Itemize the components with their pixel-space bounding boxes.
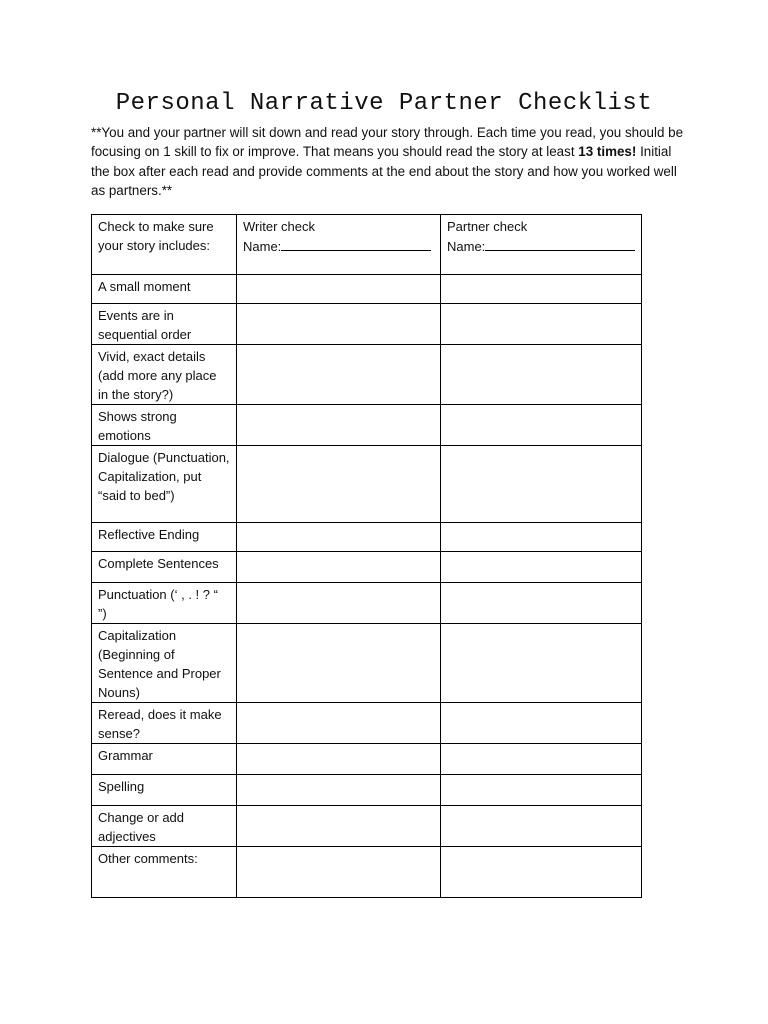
criteria-label: Shows strong emotions: [98, 409, 177, 443]
header-partner-cell: [441, 215, 642, 275]
table-row: [92, 583, 642, 624]
partner-initial-box[interactable]: [441, 703, 642, 744]
table-row: [92, 345, 642, 405]
criteria-label: Complete Sentences: [98, 556, 219, 571]
writer-initial-box[interactable]: [237, 847, 441, 898]
criteria-cell: [92, 345, 237, 405]
writer-name-line: [243, 236, 434, 256]
writer-name-field[interactable]: [281, 236, 431, 251]
partner-name-field[interactable]: [485, 236, 635, 251]
partner-initial-box[interactable]: [441, 304, 642, 345]
writer-initial-box[interactable]: [237, 624, 441, 703]
criteria-label: Other comments:: [98, 851, 198, 866]
partner-initial-box[interactable]: [441, 583, 642, 624]
writer-initial-box[interactable]: [237, 775, 441, 806]
table-row: [92, 624, 642, 703]
partner-name-label: Name:: [447, 239, 486, 254]
table-row: [92, 744, 642, 775]
table-row: [92, 275, 642, 304]
criteria-label: Capitalization (Beginning of Sentence and Proper Nouns): [98, 628, 221, 700]
criteria-label: Grammar: [98, 748, 153, 763]
table-header-row: [92, 215, 642, 275]
partner-initial-box[interactable]: [441, 744, 642, 775]
criteria-cell: [92, 847, 237, 898]
writer-name-label: Name:: [243, 239, 282, 254]
criteria-label: Vivid, exact details (add more any place in the story?): [98, 349, 217, 402]
writer-initial-box[interactable]: [237, 446, 441, 523]
header-criteria-cell: [92, 215, 237, 275]
partner-initial-box[interactable]: [441, 806, 642, 847]
writer-initial-box[interactable]: [237, 703, 441, 744]
criteria-label: Reflective Ending: [98, 527, 200, 542]
table-row: [92, 446, 642, 523]
partner-initial-box[interactable]: [441, 275, 642, 304]
table-row: [92, 304, 642, 345]
criteria-cell: [92, 624, 237, 703]
criteria-label: A small moment: [98, 279, 191, 294]
instructions-text-1: **You and your partner will sit down and read your story through. Each time you read, you should be focusing on 1 skill to fix or improve. That means you should read the story at least: [91, 125, 684, 160]
checklist-table: [91, 214, 642, 898]
table-row: [92, 523, 642, 552]
criteria-label: Events are in sequential order: [98, 308, 192, 342]
table-row: [92, 703, 642, 744]
partner-initial-box[interactable]: [441, 345, 642, 405]
criteria-cell: [92, 523, 237, 552]
instructions-paragraph: [91, 123, 691, 200]
page-title: Personal Narrative Partner Checklist: [115, 90, 653, 117]
writer-initial-box[interactable]: [237, 275, 441, 304]
writer-initial-box[interactable]: [237, 405, 441, 446]
criteria-label: Punctuation (‘ , . ! ? “ ”): [98, 587, 218, 621]
checklist-body: [92, 215, 642, 898]
header-criteria-label: Check to make sure your story includes:: [98, 219, 214, 253]
criteria-cell: [92, 405, 237, 446]
writer-initial-box[interactable]: [237, 806, 441, 847]
writer-initial-box[interactable]: [237, 583, 441, 624]
criteria-label: Spelling: [98, 779, 145, 794]
writer-initial-box[interactable]: [237, 552, 441, 583]
writer-check-label: Writer check: [243, 219, 315, 234]
table-row: [92, 405, 642, 446]
partner-initial-box[interactable]: [441, 552, 642, 583]
partner-initial-box[interactable]: [441, 523, 642, 552]
table-row: [92, 775, 642, 806]
criteria-cell: [92, 552, 237, 583]
criteria-cell: [92, 744, 237, 775]
criteria-cell: [92, 304, 237, 345]
partner-initial-box[interactable]: [441, 847, 642, 898]
criteria-cell: [92, 703, 237, 744]
partner-initial-box[interactable]: [441, 775, 642, 806]
table-row: [92, 847, 642, 898]
criteria-cell: [92, 446, 237, 523]
criteria-label: Reread, does it make sense?: [98, 707, 222, 741]
criteria-cell: [92, 806, 237, 847]
partner-name-line: [447, 236, 635, 256]
table-row: [92, 552, 642, 583]
partner-initial-box[interactable]: [441, 405, 642, 446]
partner-check-label: Partner check: [447, 219, 528, 234]
header-writer-cell: [237, 215, 441, 275]
criteria-label: Change or add adjectives: [98, 810, 185, 844]
criteria-cell: [92, 275, 237, 304]
writer-initial-box[interactable]: [237, 744, 441, 775]
instructions-text-2: Initial the box after each read and provide comments at the end about the story and how you worked well as partners.**: [91, 144, 677, 198]
table-row: [92, 806, 642, 847]
criteria-cell: [92, 583, 237, 624]
writer-initial-box[interactable]: [237, 523, 441, 552]
writer-initial-box[interactable]: [237, 345, 441, 405]
criteria-cell: [92, 775, 237, 806]
criteria-label: Dialogue (Punctuation, Capitalization, put “said to bed”): [98, 450, 230, 503]
instructions-emphasis: 13 times!: [578, 144, 637, 160]
writer-initial-box[interactable]: [237, 304, 441, 345]
partner-initial-box[interactable]: [441, 624, 642, 703]
partner-initial-box[interactable]: [441, 446, 642, 523]
